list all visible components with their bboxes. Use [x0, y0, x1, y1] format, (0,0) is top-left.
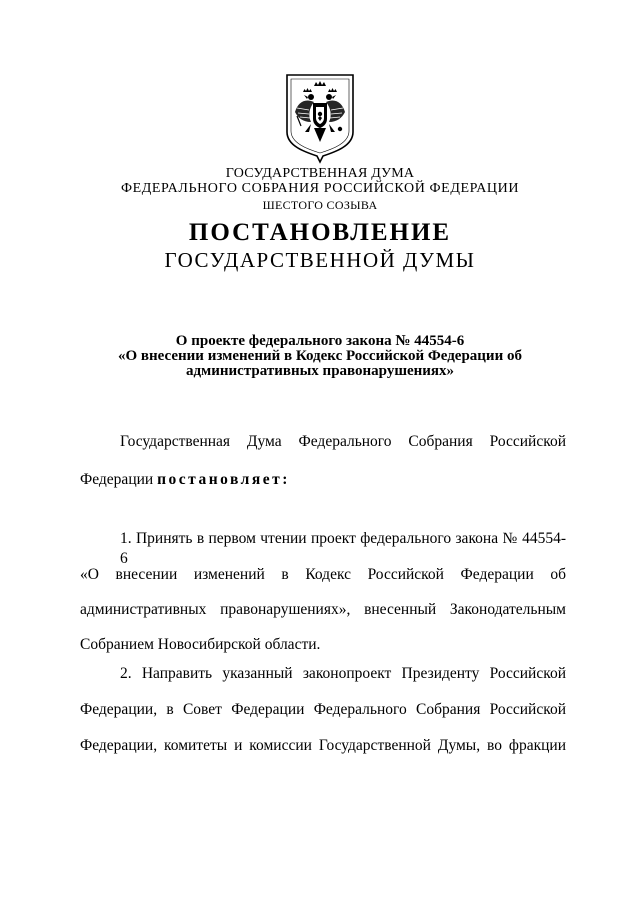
- document-type-heading: ПОСТАНОВЛЕНИЕ: [188, 219, 452, 246]
- item-2-line-3: Федерации, комитеты и комиссии Государственной Думы, во фракции: [80, 737, 566, 754]
- convocation-line: ШЕСТОГО СОЗЫВА: [262, 198, 378, 212]
- preamble-line-2-text: Федерации: [80, 471, 158, 488]
- preamble-line-2: [80, 470, 566, 490]
- item-2-line-1: 2. Направить указанный законопроект Президенту Российской: [120, 665, 566, 682]
- item-2-line-2: Федерации, в Совет Федерации Федерального Собрания Российской: [80, 701, 566, 718]
- resolves-keyword: постановляет:: [157, 471, 290, 488]
- item-1-line-3: административных правонарушениях», внесенный Законодательным: [80, 601, 566, 618]
- preamble-line-1: Государственная Дума Федерального Собрания Российской: [120, 433, 566, 450]
- coat-of-arms-icon: [283, 72, 357, 164]
- document-title-line-2: «О внесении изменений в Кодекс Российской Федерации об: [118, 348, 522, 364]
- item-1-line-4: Собранием Новосибирской области.: [80, 636, 321, 653]
- item-1-line-2: «О внесении изменений в Кодекс Российской Федерации об: [80, 566, 566, 583]
- document-title-line-3: административных правонарушениях»: [185, 363, 455, 379]
- item-1-line-1: 1. Принять в первом чтении проект федерального закона № 44554-6: [120, 530, 566, 567]
- org-name-line-1: ГОСУДАРСТВЕННАЯ ДУМА: [225, 166, 415, 181]
- org-name-line-2: ФЕДЕРАЛЬНОГО СОБРАНИЯ РОССИЙСКОЙ ФЕДЕРАЦИИ: [120, 181, 520, 196]
- document-title-line-1: О проекте федерального закона № 44554-6: [175, 333, 465, 349]
- document-issuer-heading: ГОСУДАРСТВЕННОЙ ДУМЫ: [164, 248, 476, 272]
